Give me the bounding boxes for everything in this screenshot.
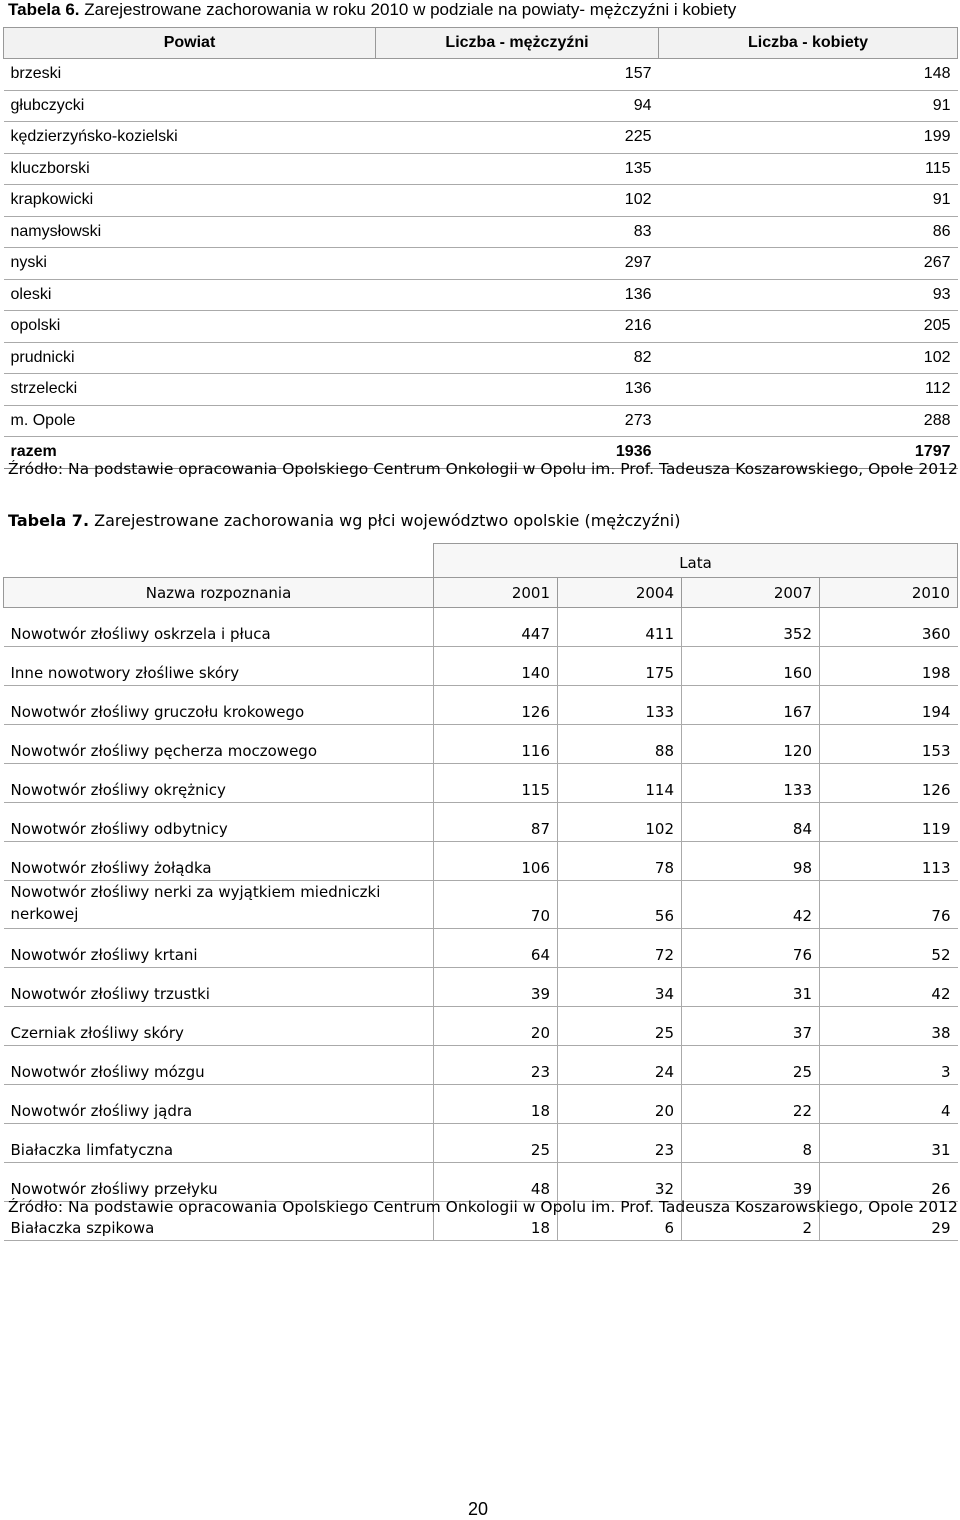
table7-title: Zarejestrowane zachorowania wg płci województwo opolskie (mężczyźni) bbox=[94, 511, 681, 530]
case-count-cell: 8 bbox=[682, 1124, 820, 1163]
table-row bbox=[4, 248, 958, 280]
case-count-cell: 115 bbox=[434, 764, 558, 803]
count-cell: 267 bbox=[659, 248, 958, 280]
case-count-cell: 120 bbox=[682, 725, 820, 764]
case-count-cell: 18 bbox=[434, 1085, 558, 1124]
count-cell: 86 bbox=[659, 216, 958, 248]
case-count-cell: 42 bbox=[682, 881, 820, 929]
diagnosis-name-cell: Nowotwór złośliwy okrężnicy bbox=[4, 764, 434, 803]
diagnosis-name-cell: Nowotwór złośliwy żołądka bbox=[4, 842, 434, 881]
table-row bbox=[4, 216, 958, 248]
case-count-cell: 26 bbox=[820, 1163, 958, 1202]
case-count-cell: 411 bbox=[558, 608, 682, 647]
table-row bbox=[4, 1007, 958, 1046]
case-count-cell: 42 bbox=[820, 968, 958, 1007]
count-cell: 91 bbox=[659, 185, 958, 217]
case-count-cell: 2 bbox=[682, 1202, 820, 1241]
case-count-cell: 20 bbox=[434, 1007, 558, 1046]
case-count-cell: 4 bbox=[820, 1085, 958, 1124]
powiat-name-cell: głubczycki bbox=[4, 90, 376, 122]
case-count-cell: 114 bbox=[558, 764, 682, 803]
case-count-cell: 116 bbox=[434, 725, 558, 764]
total-count-cell: 1936 bbox=[376, 437, 659, 469]
table7-body bbox=[4, 608, 958, 1241]
table7-header-year: 2007 bbox=[682, 578, 820, 608]
case-count-cell: 25 bbox=[434, 1124, 558, 1163]
case-count-cell: 18 bbox=[434, 1202, 558, 1241]
table6 bbox=[3, 27, 958, 469]
case-count-cell: 6 bbox=[558, 1202, 682, 1241]
case-count-cell: 25 bbox=[682, 1046, 820, 1085]
diagnosis-name-cell: Nowotwór złośliwy odbytnicy bbox=[4, 803, 434, 842]
count-cell: 102 bbox=[659, 342, 958, 374]
table7-caption bbox=[8, 511, 680, 530]
case-count-cell: 37 bbox=[682, 1007, 820, 1046]
table7-header-year: 2010 bbox=[820, 578, 958, 608]
count-cell: 297 bbox=[376, 248, 659, 280]
total-count-cell: 1797 bbox=[659, 437, 958, 469]
powiat-name-cell: opolski bbox=[4, 311, 376, 343]
diagnosis-name-cell: Nowotwór złośliwy jądra bbox=[4, 1085, 434, 1124]
table-row bbox=[4, 647, 958, 686]
case-count-cell: 153 bbox=[820, 725, 958, 764]
case-count-cell: 31 bbox=[820, 1124, 958, 1163]
case-count-cell: 87 bbox=[434, 803, 558, 842]
case-count-cell: 98 bbox=[682, 842, 820, 881]
powiat-name-cell: prudnicki bbox=[4, 342, 376, 374]
powiat-name-cell: m. Opole bbox=[4, 405, 376, 437]
powiat-name-cell: strzelecki bbox=[4, 374, 376, 406]
case-count-cell: 102 bbox=[558, 803, 682, 842]
table7 bbox=[3, 543, 958, 1241]
page-number: 20 bbox=[468, 1499, 489, 1519]
table7-header-row bbox=[4, 578, 958, 608]
count-cell: 136 bbox=[376, 279, 659, 311]
count-cell: 199 bbox=[659, 122, 958, 154]
case-count-cell: 140 bbox=[434, 647, 558, 686]
count-cell: 157 bbox=[376, 59, 659, 91]
total-label-cell: razem bbox=[4, 437, 376, 469]
table7-header-year: 2004 bbox=[558, 578, 682, 608]
diagnosis-name-cell: Czerniak złośliwy skóry bbox=[4, 1007, 434, 1046]
table6-header-row bbox=[4, 28, 958, 59]
case-count-cell: 113 bbox=[820, 842, 958, 881]
diagnosis-name-cell: Nowotwór złośliwy mózgu bbox=[4, 1046, 434, 1085]
table-row bbox=[4, 686, 958, 725]
case-count-cell: 133 bbox=[558, 686, 682, 725]
case-count-cell: 106 bbox=[434, 842, 558, 881]
case-count-cell: 78 bbox=[558, 842, 682, 881]
diagnosis-name-cell: Nowotwór złośliwy gruczołu krokowego bbox=[4, 686, 434, 725]
case-count-cell: 167 bbox=[682, 686, 820, 725]
case-count-cell: 3 bbox=[820, 1046, 958, 1085]
case-count-cell: 76 bbox=[820, 881, 958, 929]
count-cell: 93 bbox=[659, 279, 958, 311]
table6-label: Tabela 6. bbox=[8, 0, 80, 19]
table7-label: Tabela 7. bbox=[8, 511, 90, 530]
case-count-cell: 25 bbox=[558, 1007, 682, 1046]
case-count-cell: 48 bbox=[434, 1163, 558, 1202]
case-count-cell: 72 bbox=[558, 929, 682, 968]
case-count-cell: 32 bbox=[558, 1163, 682, 1202]
count-cell: 102 bbox=[376, 185, 659, 217]
table-row bbox=[4, 122, 958, 154]
case-count-cell: 175 bbox=[558, 647, 682, 686]
case-count-cell: 360 bbox=[820, 608, 958, 647]
case-count-cell: 20 bbox=[558, 1085, 682, 1124]
diagnosis-name-cell: Nowotwór złośliwy krtani bbox=[4, 929, 434, 968]
case-count-cell: 88 bbox=[558, 725, 682, 764]
count-cell: 82 bbox=[376, 342, 659, 374]
table-row bbox=[4, 59, 958, 91]
diagnosis-name-cell: Białaczka limfatyczna bbox=[4, 1124, 434, 1163]
case-count-cell: 24 bbox=[558, 1046, 682, 1085]
case-count-cell: 56 bbox=[558, 881, 682, 929]
case-count-cell: 119 bbox=[820, 803, 958, 842]
case-count-cell: 34 bbox=[558, 968, 682, 1007]
count-cell: 112 bbox=[659, 374, 958, 406]
case-count-cell: 52 bbox=[820, 929, 958, 968]
case-count-cell: 126 bbox=[820, 764, 958, 803]
table6-header-women: Liczba - kobiety bbox=[659, 28, 958, 59]
case-count-cell: 447 bbox=[434, 608, 558, 647]
table-row bbox=[4, 90, 958, 122]
table6-header-men: Liczba - mężczyźni bbox=[376, 28, 659, 59]
table7-header-name: Nazwa rozpoznania bbox=[4, 578, 434, 608]
powiat-name-cell: nyski bbox=[4, 248, 376, 280]
case-count-cell: 31 bbox=[682, 968, 820, 1007]
case-count-cell: 29 bbox=[820, 1202, 958, 1241]
table7-header-year: 2001 bbox=[434, 578, 558, 608]
diagnosis-name-cell: Białaczka szpikowa bbox=[4, 1202, 434, 1241]
table-row bbox=[4, 1046, 958, 1085]
count-cell: 288 bbox=[659, 405, 958, 437]
powiat-name-cell: brzeski bbox=[4, 59, 376, 91]
powiat-name-cell: krapkowicki bbox=[4, 185, 376, 217]
table7-header-lata: Lata bbox=[434, 544, 958, 578]
case-count-cell: 38 bbox=[820, 1007, 958, 1046]
diagnosis-name-cell: Nowotwór złośliwy trzustki bbox=[4, 968, 434, 1007]
case-count-cell: 23 bbox=[558, 1124, 682, 1163]
table-row bbox=[4, 1163, 958, 1202]
table-row bbox=[4, 405, 958, 437]
table7-group-header-row bbox=[4, 544, 958, 578]
count-cell: 115 bbox=[659, 153, 958, 185]
table6-source-note: Źródło: Na podstawie opracowania Opolskiego Centrum Onkologii w Opolu im. Prof. Tadeusza Koszarowskiego, Opole 2012 bbox=[8, 460, 958, 478]
table-row bbox=[4, 1124, 958, 1163]
table7-blank-corner bbox=[4, 544, 434, 578]
table6-header-powiat: Powiat bbox=[4, 28, 376, 59]
powiat-name-cell: kluczborski bbox=[4, 153, 376, 185]
case-count-cell: 126 bbox=[434, 686, 558, 725]
case-count-cell: 39 bbox=[682, 1163, 820, 1202]
table-row bbox=[4, 311, 958, 343]
case-count-cell: 64 bbox=[434, 929, 558, 968]
table-row bbox=[4, 185, 958, 217]
case-count-cell: 70 bbox=[434, 881, 558, 929]
count-cell: 135 bbox=[376, 153, 659, 185]
table-row bbox=[4, 279, 958, 311]
diagnosis-name-cell: Nowotwór złośliwy przełyku bbox=[4, 1163, 434, 1202]
case-count-cell: 76 bbox=[682, 929, 820, 968]
powiat-name-cell: namysłowski bbox=[4, 216, 376, 248]
count-cell: 273 bbox=[376, 405, 659, 437]
count-cell: 148 bbox=[659, 59, 958, 91]
table-row bbox=[4, 153, 958, 185]
case-count-cell: 84 bbox=[682, 803, 820, 842]
case-count-cell: 198 bbox=[820, 647, 958, 686]
powiat-name-cell: oleski bbox=[4, 279, 376, 311]
table-row bbox=[4, 842, 958, 881]
table-row bbox=[4, 1085, 958, 1124]
table-row bbox=[4, 342, 958, 374]
table6-title: Zarejestrowane zachorowania w roku 2010 w podziale na powiaty- mężczyźni i kobiety bbox=[84, 0, 737, 19]
table-row bbox=[4, 881, 958, 929]
case-count-cell: 39 bbox=[434, 968, 558, 1007]
powiat-name-cell: kędzierzyńsko-kozielski bbox=[4, 122, 376, 154]
case-count-cell: 22 bbox=[682, 1085, 820, 1124]
count-cell: 94 bbox=[376, 90, 659, 122]
count-cell: 91 bbox=[659, 90, 958, 122]
table-row bbox=[4, 764, 958, 803]
table-row bbox=[4, 374, 958, 406]
count-cell: 136 bbox=[376, 374, 659, 406]
case-count-cell: 352 bbox=[682, 608, 820, 647]
table6-body bbox=[4, 59, 958, 469]
diagnosis-name-cell: Nowotwór złośliwy nerki za wyjątkiem miedniczki nerkowej bbox=[4, 881, 434, 929]
table6-caption bbox=[8, 0, 736, 20]
diagnosis-name-cell: Inne nowotwory złośliwe skóry bbox=[4, 647, 434, 686]
table-row bbox=[4, 608, 958, 647]
count-cell: 205 bbox=[659, 311, 958, 343]
count-cell: 225 bbox=[376, 122, 659, 154]
count-cell: 216 bbox=[376, 311, 659, 343]
table-row bbox=[4, 968, 958, 1007]
diagnosis-name-cell: Nowotwór złośliwy pęcherza moczowego bbox=[4, 725, 434, 764]
case-count-cell: 160 bbox=[682, 647, 820, 686]
table-row bbox=[4, 929, 958, 968]
case-count-cell: 194 bbox=[820, 686, 958, 725]
table7-source-note: Źródło: Na podstawie opracowania Opolskiego Centrum Onkologii w Opolu im. Prof. Tadeusza Koszarowskiego, Opole 2012 bbox=[8, 1198, 958, 1216]
case-count-cell: 23 bbox=[434, 1046, 558, 1085]
case-count-cell: 133 bbox=[682, 764, 820, 803]
table-row bbox=[4, 725, 958, 764]
table-row bbox=[4, 803, 958, 842]
diagnosis-name-cell: Nowotwór złośliwy oskrzela i płuca bbox=[4, 608, 434, 647]
count-cell: 83 bbox=[376, 216, 659, 248]
